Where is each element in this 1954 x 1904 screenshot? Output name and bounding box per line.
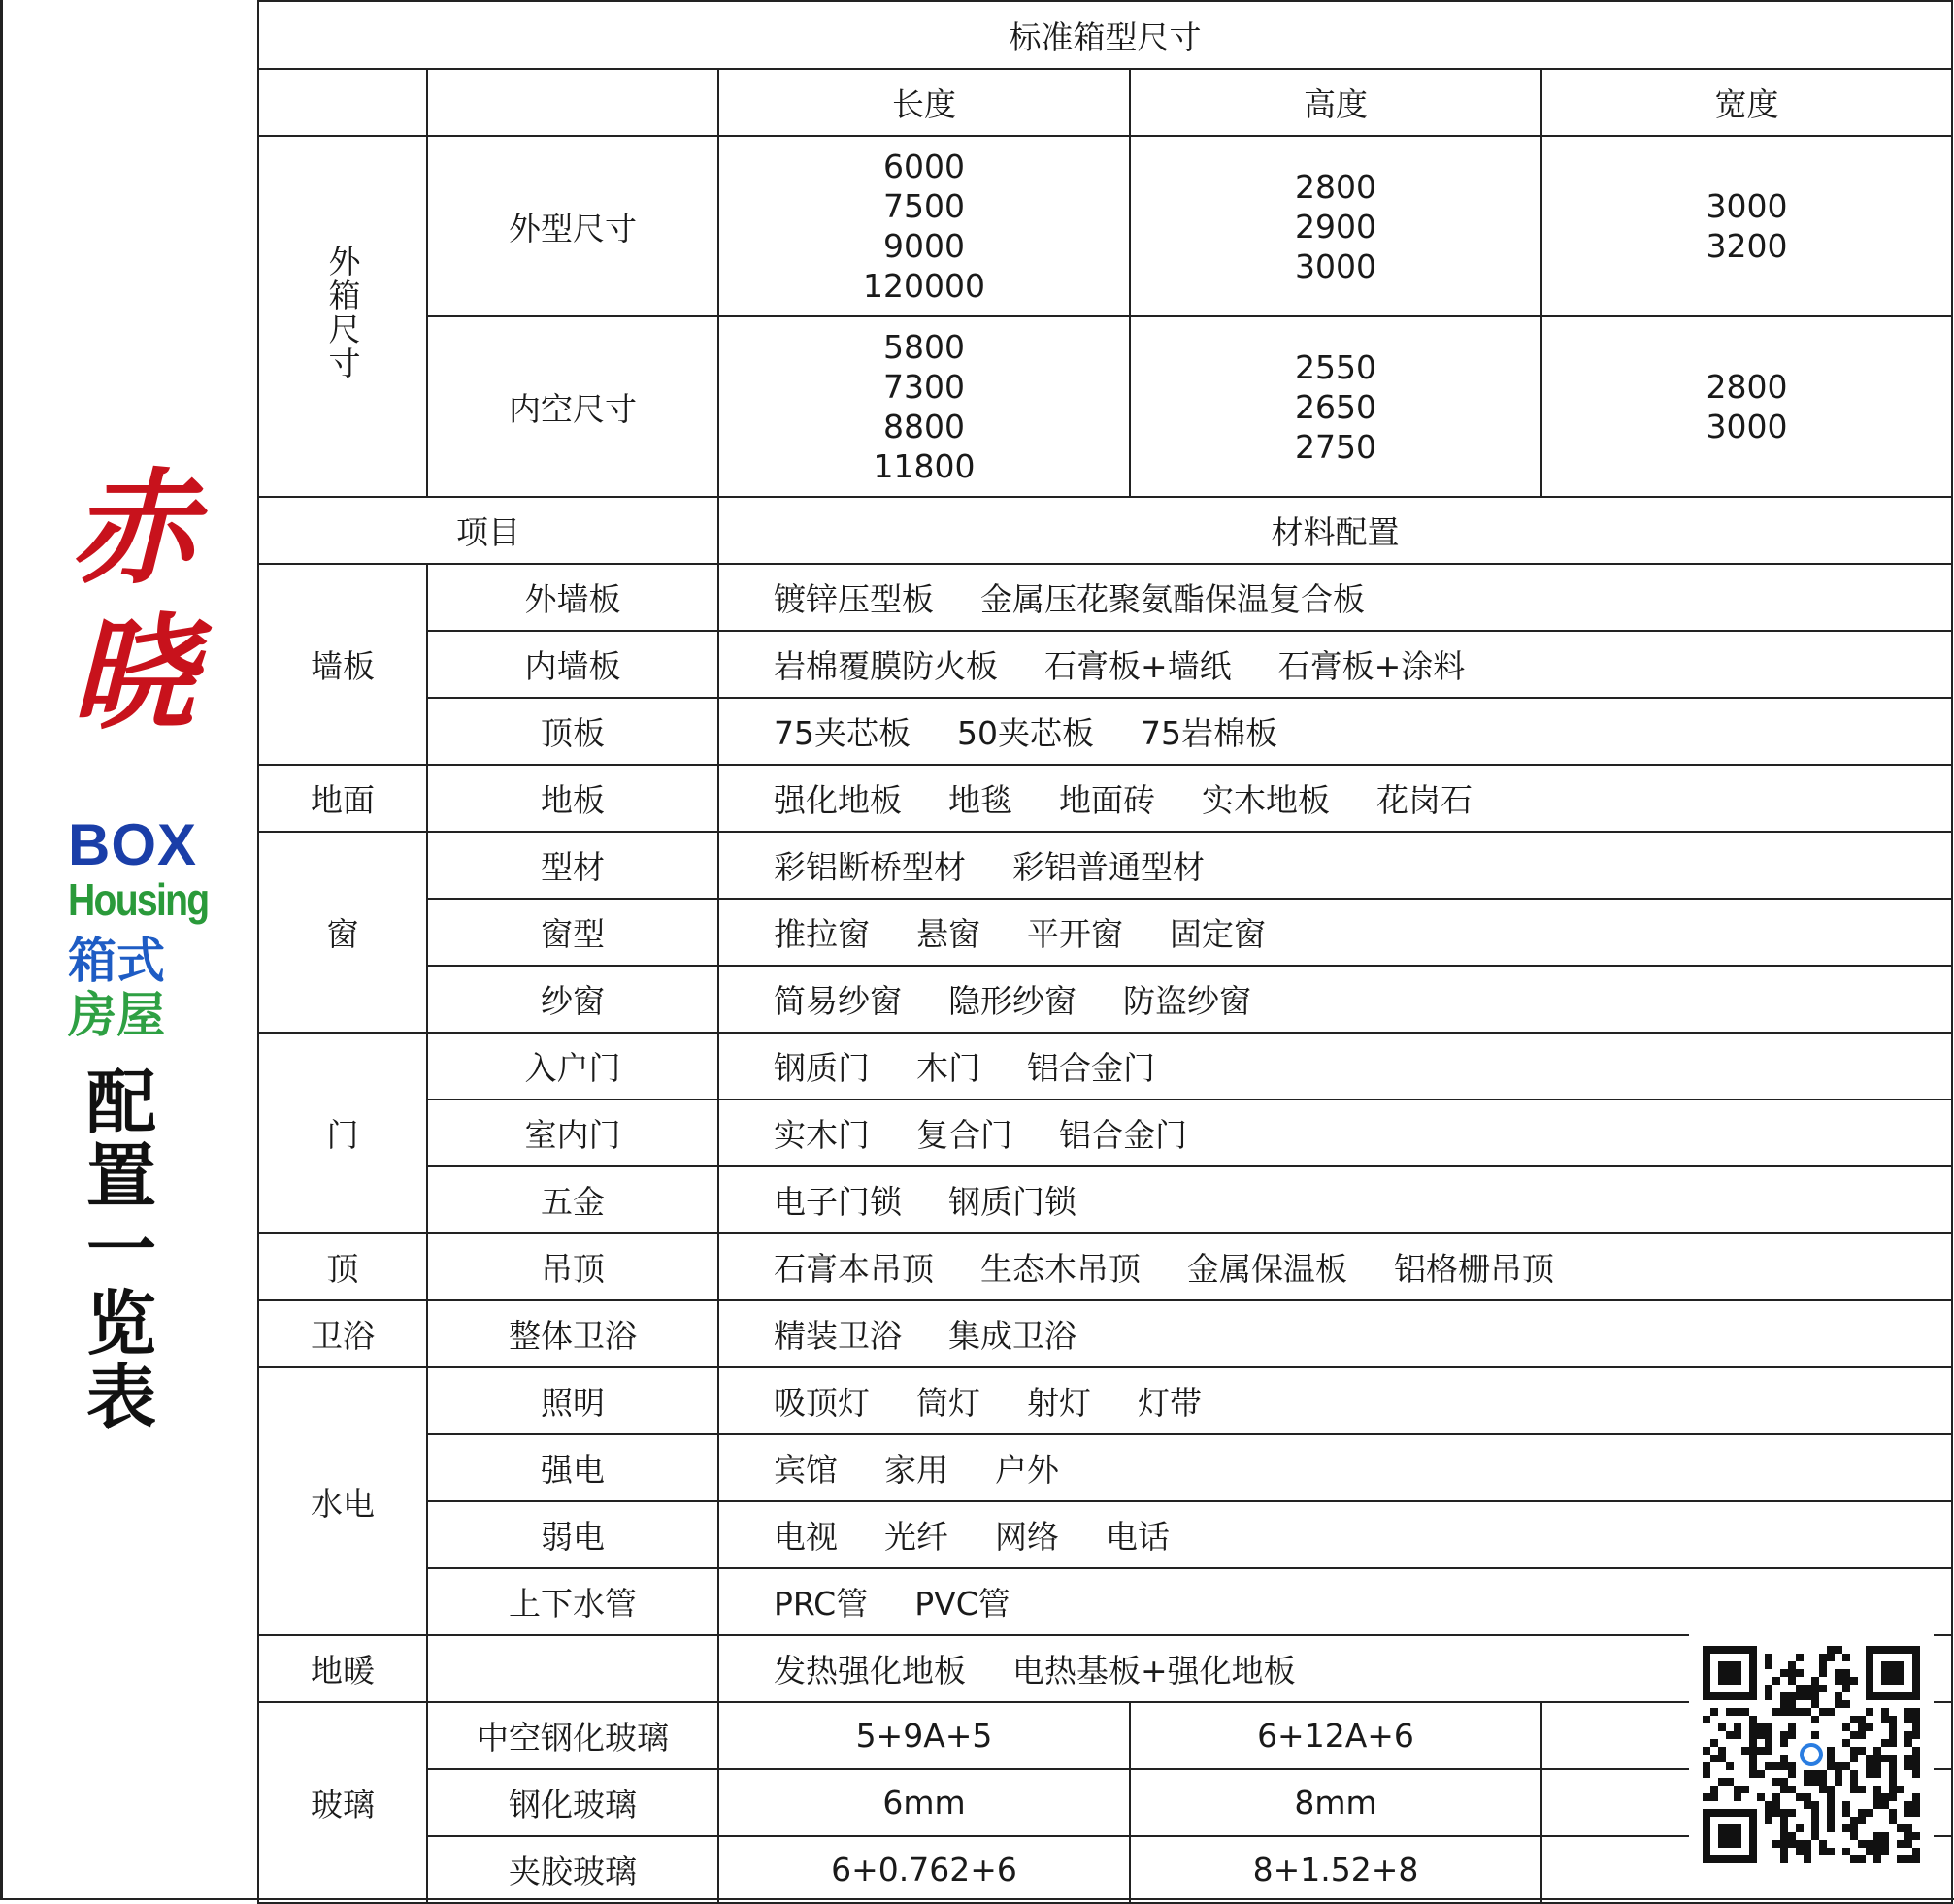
config-options-cell: [718, 1300, 1952, 1367]
config-option: 75夹芯板: [774, 714, 911, 752]
item-cell: 内墙板: [427, 631, 718, 698]
dimension-value: 5800: [883, 328, 965, 366]
material-row: [258, 966, 1952, 1033]
config-option: 木门: [916, 1049, 980, 1087]
config-option: 铝合金门: [1027, 1049, 1155, 1087]
outer-width-cell: [1541, 136, 1952, 316]
material-row: [258, 1100, 1952, 1166]
config-option: 固定窗: [1170, 915, 1266, 953]
config-option: 电子门锁: [774, 1183, 902, 1221]
config-option: 75岩棉板: [1141, 714, 1277, 752]
category-cell: 顶: [258, 1233, 427, 1300]
config-options-cell: [718, 1033, 1952, 1100]
qr-code: [1689, 1632, 1934, 1887]
config-options-cell: [718, 832, 1952, 899]
item-cell: 窗型: [427, 899, 718, 966]
category-cell: 卫浴: [258, 1300, 427, 1367]
config-option: 钢质门锁: [948, 1183, 1076, 1221]
material-row: [258, 1501, 1952, 1568]
inner-height-cell: [1130, 316, 1541, 497]
config-options-cell: [718, 966, 1952, 1033]
glass-value-2: 8+1.52+8: [1130, 1836, 1541, 1903]
item-cell: 照明: [427, 1367, 718, 1434]
config-option: 岩棉覆膜防火板: [774, 647, 998, 685]
outer-length-values: [719, 147, 1129, 306]
header-blank: [258, 69, 427, 136]
dimensions-title: 标准箱型尺寸: [258, 1, 1952, 69]
material-row: [258, 1367, 1952, 1434]
config-option: 彩铝断桥型材: [774, 848, 966, 886]
config-option: 铝合金门: [1059, 1116, 1187, 1154]
config-option: 地毯: [948, 781, 1012, 819]
outer-size-label: 外型尺寸: [427, 136, 718, 316]
header-blank: [427, 69, 718, 136]
config-option: 简易纱窗: [774, 982, 902, 1020]
material-row: [258, 832, 1952, 899]
config-option: 家用: [884, 1451, 948, 1489]
config-options-cell: [718, 1568, 1952, 1635]
dimension-value: 120000: [863, 267, 985, 305]
config-option: 金属压花聚氨酯保温复合板: [980, 580, 1365, 618]
dimensions-group-text: 外箱尺寸: [323, 245, 362, 380]
item-cell: 室内门: [427, 1100, 718, 1166]
material-row: [258, 631, 1952, 698]
item-cell: 入户门: [427, 1033, 718, 1100]
item-cell: 外墙板: [427, 564, 718, 631]
col-header-config: 材料配置: [718, 497, 1952, 564]
brand-logo-box: BOX: [68, 812, 198, 877]
dimension-value: 3000: [1295, 246, 1376, 285]
config-option: 电热基板+强化地板: [1012, 1652, 1296, 1690]
dimension-value: 2800: [1295, 167, 1376, 206]
item-cell: 吊顶: [427, 1233, 718, 1300]
config-option: 钢质门: [774, 1049, 870, 1087]
config-options-cell: [718, 765, 1952, 832]
config-option: 地面砖: [1059, 781, 1155, 819]
glass-value-1: 6mm: [718, 1769, 1130, 1836]
inner-width-values: [1542, 367, 1951, 446]
dimension-value: 3000: [1706, 408, 1788, 445]
material-row: [258, 765, 1952, 832]
brand-logo-cn: 赤晓: [70, 456, 195, 747]
config-option: 彩铝普通型材: [1012, 848, 1205, 886]
config-option: 隐形纱窗: [948, 982, 1076, 1020]
dimension-value: 6000: [883, 148, 965, 185]
category-cell: 门: [258, 1033, 427, 1233]
material-row: [258, 899, 1952, 966]
config-option: 集成卫浴: [948, 1317, 1076, 1355]
dimension-value: 9000: [883, 227, 965, 265]
glass-value-2: 8mm: [1130, 1769, 1541, 1836]
config-option: 强化地板: [774, 781, 902, 819]
config-option: 网络: [995, 1518, 1059, 1556]
config-option: 悬窗: [916, 915, 980, 953]
item-cell: 地板: [427, 765, 718, 832]
config-option: PVC管: [914, 1585, 1010, 1623]
brand-logo-housing: Housing: [68, 874, 209, 925]
item-cell: 强电: [427, 1434, 718, 1501]
item-cell: [427, 1635, 718, 1702]
category-cell: 玻璃: [258, 1702, 427, 1903]
config-option: 镀锌压型板: [774, 580, 934, 618]
material-row: [258, 564, 1952, 631]
item-cell: 上下水管: [427, 1568, 718, 1635]
config-option: 筒灯: [916, 1384, 980, 1422]
item-cell: 顶板: [427, 698, 718, 765]
dimension-value: 2550: [1295, 347, 1376, 386]
config-option: 发热强化地板: [774, 1652, 966, 1690]
document-title: 配置一览表: [85, 1062, 156, 1438]
config-option: PRC管: [774, 1585, 869, 1623]
config-options-cell: [718, 1166, 1952, 1233]
glass-value-1: 6+0.762+6: [718, 1836, 1130, 1903]
brand-logo-sub: [68, 934, 175, 1042]
config-option: 实木地板: [1202, 781, 1330, 819]
config-option: 推拉窗: [774, 915, 870, 953]
dimension-value: 11800: [873, 447, 976, 485]
item-cell: 钢化玻璃: [427, 1769, 718, 1836]
material-row: [258, 1033, 1952, 1100]
config-option: 防盗纱窗: [1123, 982, 1251, 1020]
material-row: [258, 1233, 1952, 1300]
dimensions-group-label: [258, 136, 427, 497]
config-option: 实木门: [774, 1116, 870, 1154]
dimension-value: 8800: [883, 408, 965, 445]
config-option: 花岗石: [1376, 781, 1473, 819]
item-cell: 纱窗: [427, 966, 718, 1033]
config-options-cell: [718, 564, 1952, 631]
config-option: 电视: [774, 1518, 838, 1556]
glass-value-1: 5+9A+5: [718, 1702, 1130, 1769]
config-option: 石膏本吊顶: [774, 1250, 934, 1288]
config-option: 50夹芯板: [957, 714, 1094, 752]
config-option: 户外: [995, 1451, 1059, 1489]
item-cell: 夹胶玻璃: [427, 1836, 718, 1903]
item-cell: 型材: [427, 832, 718, 899]
dimension-value: 7500: [883, 187, 965, 225]
dimension-value: 3200: [1706, 227, 1788, 265]
dimension-value: 2900: [1295, 207, 1376, 246]
outer-height-values: [1131, 167, 1540, 286]
config-option: 电话: [1106, 1518, 1170, 1556]
sidebar: [0, 0, 256, 1900]
brand-sub-line1: 箱式: [68, 933, 165, 989]
config-option: 铝格栅吊顶: [1394, 1250, 1554, 1288]
config-options-cell: [718, 698, 1952, 765]
category-cell: 水电: [258, 1367, 427, 1635]
config-option: 金属保温板: [1187, 1250, 1347, 1288]
config-option: 石膏板+墙纸: [1044, 647, 1232, 685]
material-row: [258, 1166, 1952, 1233]
glass-value-2: 6+12A+6: [1130, 1702, 1541, 1769]
qr-code-icon: [1703, 1646, 1920, 1863]
category-cell: 墙板: [258, 564, 427, 765]
config-option: 生态木吊顶: [980, 1250, 1141, 1288]
config-options-cell: [718, 1367, 1952, 1434]
config-options-cell: [718, 1434, 1952, 1501]
dimension-value: 3000: [1706, 187, 1788, 225]
config-option: 石膏板+涂料: [1277, 647, 1466, 685]
config-options-cell: [718, 1100, 1952, 1166]
material-row: [258, 1434, 1952, 1501]
category-cell: 地面: [258, 765, 427, 832]
config-option: 吸顶灯: [774, 1384, 870, 1422]
item-cell: 整体卫浴: [427, 1300, 718, 1367]
config-table: [257, 0, 1953, 1904]
col-header-length: 长度: [718, 69, 1130, 136]
col-header-width: 宽度: [1541, 69, 1952, 136]
inner-size-label: 内空尺寸: [427, 316, 718, 497]
category-cell: 窗: [258, 832, 427, 1033]
config-option: 精装卫浴: [774, 1317, 902, 1355]
config-option: 平开窗: [1027, 915, 1123, 953]
config-options-cell: [718, 899, 1952, 966]
outer-length-cell: [718, 136, 1130, 316]
config-options-cell: [718, 1501, 1952, 1568]
brand-sub-line2: 房屋: [68, 987, 165, 1043]
inner-width-cell: [1541, 316, 1952, 497]
config-options-cell: [718, 631, 1952, 698]
outer-height-cell: [1130, 136, 1541, 316]
category-cell: 地暖: [258, 1635, 427, 1702]
outer-width-values: [1542, 186, 1951, 266]
item-cell: 弱电: [427, 1501, 718, 1568]
dimension-value: 2650: [1295, 387, 1376, 426]
dimension-value: 2800: [1706, 368, 1788, 406]
item-cell: 中空钢化玻璃: [427, 1702, 718, 1769]
config-option: 射灯: [1027, 1384, 1091, 1422]
config-option: 宾馆: [774, 1451, 838, 1489]
config-option: 灯带: [1138, 1384, 1202, 1422]
config-options-cell: [718, 1233, 1952, 1300]
inner-length-cell: [718, 316, 1130, 497]
inner-length-values: [719, 327, 1129, 486]
col-header-height: 高度: [1130, 69, 1541, 136]
material-row: [258, 698, 1952, 765]
config-option: 光纤: [884, 1518, 948, 1556]
inner-height-values: [1131, 347, 1540, 467]
material-row: [258, 1568, 1952, 1635]
dimension-value: 7300: [883, 368, 965, 406]
material-row: [258, 1300, 1952, 1367]
item-cell: 五金: [427, 1166, 718, 1233]
dimension-value: 2750: [1295, 427, 1376, 466]
col-header-item: 项目: [258, 497, 718, 564]
config-option: 复合门: [916, 1116, 1012, 1154]
